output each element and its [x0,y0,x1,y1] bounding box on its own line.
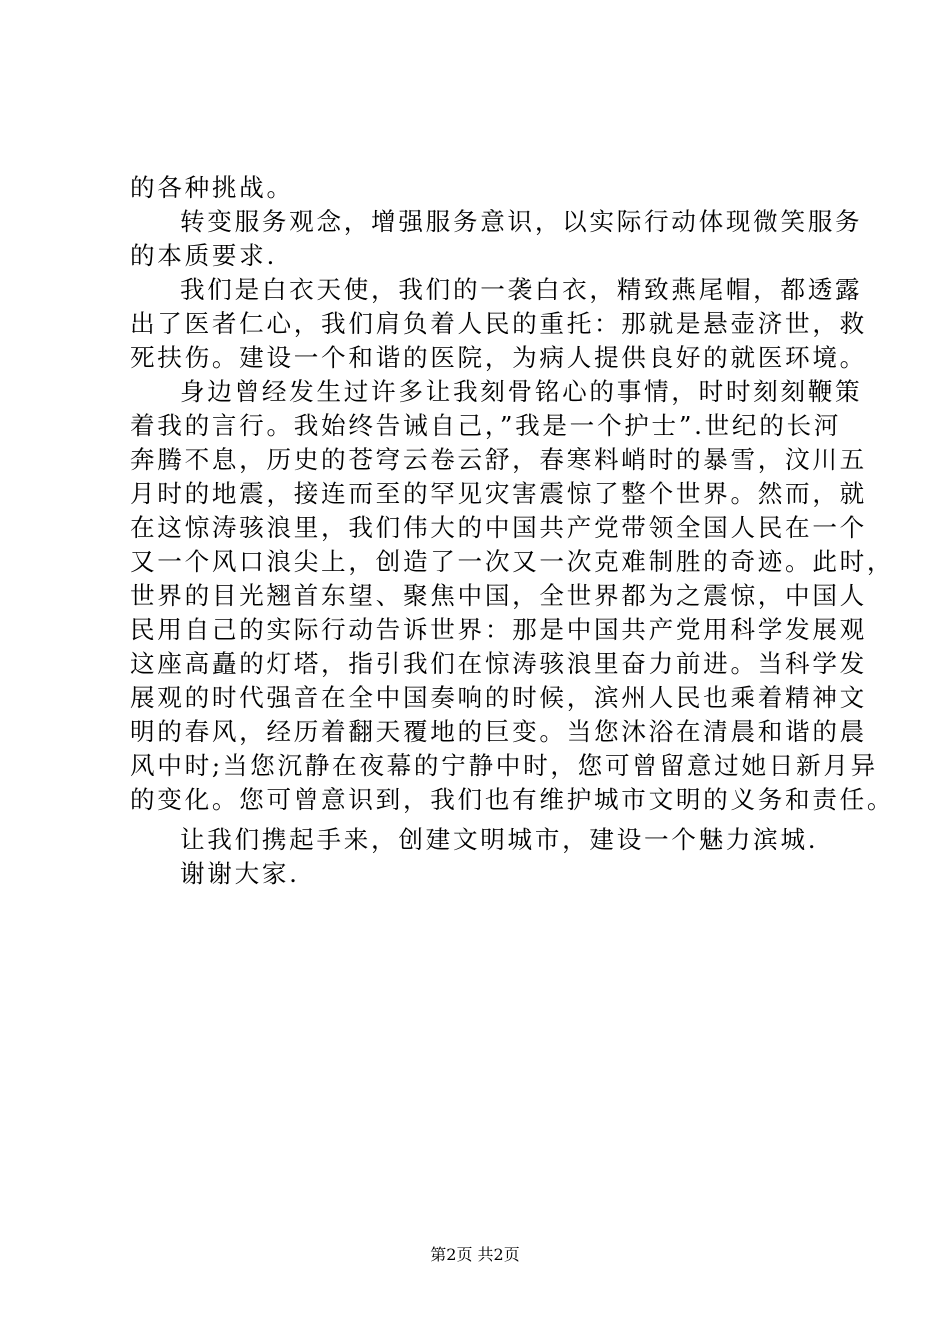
text-line: 死扶伤。建设一个和谐的医院，为病人提供良好的就医环境。 [130,343,867,372]
text-line: 又一个风口浪尖上，创造了一次又一次克难制胜的奇迹。此时， [130,547,895,576]
text-line: 转变服务观念，增强服务意识，以实际行动体现微笑服务 [180,207,863,236]
text-line: 奔腾不息，历史的苍穹云卷云舒，春寒料峭时的暴雪，汶川五 [130,445,867,474]
text-line: 的变化。您可曾意识到，我们也有维护城市文明的义务和责任。 [130,785,895,814]
text-line: 谢谢大家. [180,859,300,888]
text-line: 世界的目光翘首东望、聚焦中国，全世界都为之震惊，中国人 [130,581,867,610]
text-line: 的各种挑战。 [130,173,294,202]
text-line: 让我们携起手来，创建文明城市，建设一个魅力滨城. [180,825,819,854]
text-line: 身边曾经发生过许多让我刻骨铭心的事情，时时刻刻鞭策 [180,377,863,406]
text-line: 明的春风，经历着翻天覆地的巨变。当您沐浴在清晨和谐的晨 [130,717,867,746]
text-line: 着我的言行。我始终告诫自己，”我是一个护士”.世纪的长河 [130,411,842,440]
text-line: 出了医者仁心，我们肩负着人民的重托：那就是悬壶济世，救 [130,309,867,338]
text-line: 的本质要求. [130,241,277,270]
text-line: 在这惊涛骇浪里，我们伟大的中国共产党带领全国人民在一个 [130,513,867,542]
text-line: 这座高矗的灯塔，指引我们在惊涛骇浪里奋力前进。当科学发 [130,649,867,678]
text-line: 展观的时代强音在全中国奏响的时候，滨州人民也乘着精神文 [130,683,867,712]
page-number: 第2页 共2页 [430,1245,520,1264]
text-line: 民用自己的实际行动告诉世界：那是中国共产党用科学发展观 [130,615,867,644]
text-line: 我们是白衣天使，我们的一袭白衣，精致燕尾帽，都透露 [180,275,863,304]
text-line: 月时的地震，接连而至的罕见灾害震惊了整个世界。然而，就 [130,479,867,508]
text-line: 风中时;当您沉静在夜幕的宁静中时，您可曾留意过她日新月异 [130,751,878,780]
